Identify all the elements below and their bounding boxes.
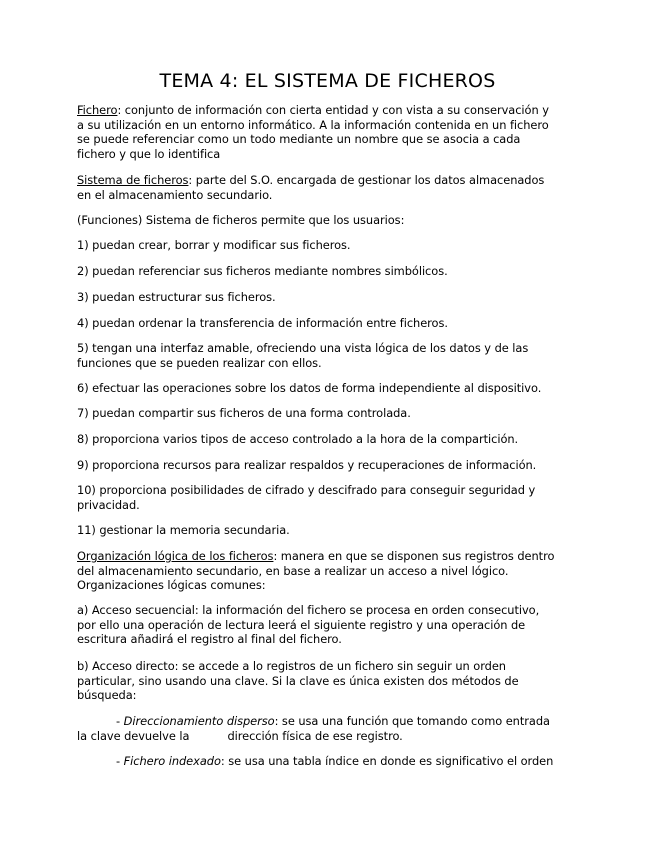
sistema-def-line-1: : parte del S.O. encargada de gestionar los datos almacenados <box>188 173 545 187</box>
funcion-item-5-line-1: 5) tengan una interfaz amable, ofreciendo una vista lógica de los datos y de las <box>77 341 529 355</box>
fichero-definition <box>77 103 582 161</box>
acceso-secuencial <box>77 603 582 647</box>
funcion-item-6: 6) efectuar las operaciones sobre los datos de forma independiente al dispositivo. <box>77 381 542 395</box>
disperso-def-2a: la clave devuelve la <box>77 728 190 743</box>
funcion-item-3: 3) puedan estructurar sus ficheros. <box>77 290 276 304</box>
organizacion-def-line-3: Organizaciones lógicas comunes: <box>77 578 266 593</box>
funcion-item-5 <box>77 341 582 370</box>
fichero-def-line-4: fichero y que lo identifica <box>77 146 221 161</box>
acceso-directo-line-1: b) Acceso directo: se accede a lo registros de un fichero sin seguir un orden <box>77 659 506 673</box>
document-title: TEMA 4: EL SISTEMA DE FICHEROS <box>159 70 496 92</box>
funcion-item-9: 9) proporciona recursos para realizar respaldos y recuperaciones de información. <box>77 458 537 472</box>
fichero-indexado <box>77 754 582 769</box>
acceso-secuencial-line-3: escritura añadirá el registro al final del fichero. <box>77 632 342 647</box>
funcion-item-10 <box>77 483 582 512</box>
disperso-def-1: : se usa una función que tomando como entrada <box>274 714 550 728</box>
funcion-item-5-line-2: funciones que se pueden realizar con ellos. <box>77 355 322 370</box>
fichero-def-line-2: a su utilización en un entorno informático. A la información contenida en un fichero <box>77 117 549 132</box>
funcion-item-10-line-1: 10) proporciona posibilidades de cifrado y descifrado para conseguir seguridad y <box>77 483 536 497</box>
organizacion-definition <box>77 549 582 593</box>
disperso-def-2b: dirección física de ese registro. <box>227 728 403 743</box>
acceso-directo <box>77 659 582 703</box>
funcion-item-11: 11) gestionar la memoria secundaria. <box>77 523 290 537</box>
sistema-def-line-2: en el almacenamiento secundario. <box>77 187 273 202</box>
fichero-def-line-1: : conjunto de información con cierta entidad y con vista a su conservación y <box>117 103 549 117</box>
disperso-line-1 <box>77 714 582 729</box>
funcion-item-8: 8) proporciona varios tipos de acceso controlado a la hora de la compartición. <box>77 432 519 446</box>
funciones-intro: (Funciones) Sistema de ficheros permite que los usuarios: <box>77 213 405 227</box>
organizacion-def-line-2: del almacenamiento secundario, en base a realizar un acceso a nivel lógico. <box>77 563 509 578</box>
indexado-dash: - <box>116 754 124 768</box>
indexado-def-1: : se usa una tabla índice en donde es significativo el orden <box>220 754 554 768</box>
sistema-definition <box>77 173 582 202</box>
disperso-line-2 <box>77 729 582 744</box>
funcion-item-4: 4) puedan ordenar la transferencia de información entre ficheros. <box>77 316 448 330</box>
fichero-term: Fichero <box>77 103 118 117</box>
funcion-item-7: 7) puedan compartir sus ficheros de una forma controlada. <box>77 406 411 420</box>
fichero-def-line-3: se puede referenciar como un todo mediante un nombre que se asocia a cada <box>77 132 521 147</box>
disperso-term: Direccionamiento disperso <box>123 714 275 728</box>
indexado-line-1 <box>77 754 582 769</box>
funcion-item-2: 2) puedan referenciar sus ficheros mediante nombres simbólicos. <box>77 264 448 278</box>
acceso-secuencial-line-2: por ello una operación de lectura leerá el siguiente registro y una operación de <box>77 617 526 632</box>
organizacion-term: Organización lógica de los ficheros <box>77 549 274 563</box>
sistema-term: Sistema de ficheros <box>77 173 189 187</box>
disperso-dash: - <box>116 714 124 728</box>
acceso-secuencial-line-1: a) Acceso secuencial: la información del fichero se procesa en orden consecutivo, <box>77 603 540 617</box>
acceso-directo-line-2: particular, sino usando una clave. Si la clave es única existen dos métodos de <box>77 673 519 688</box>
acceso-directo-line-3: búsqueda: <box>77 688 137 703</box>
direccionamiento-disperso <box>77 714 582 743</box>
funcion-item-10-line-2: privacidad. <box>77 497 140 512</box>
indexado-term: Fichero indexado <box>123 754 221 768</box>
organizacion-def-line-1: : manera en que se disponen sus registros dentro <box>273 549 555 563</box>
funcion-item-1: 1) puedan crear, borrar y modificar sus ficheros. <box>77 238 351 252</box>
